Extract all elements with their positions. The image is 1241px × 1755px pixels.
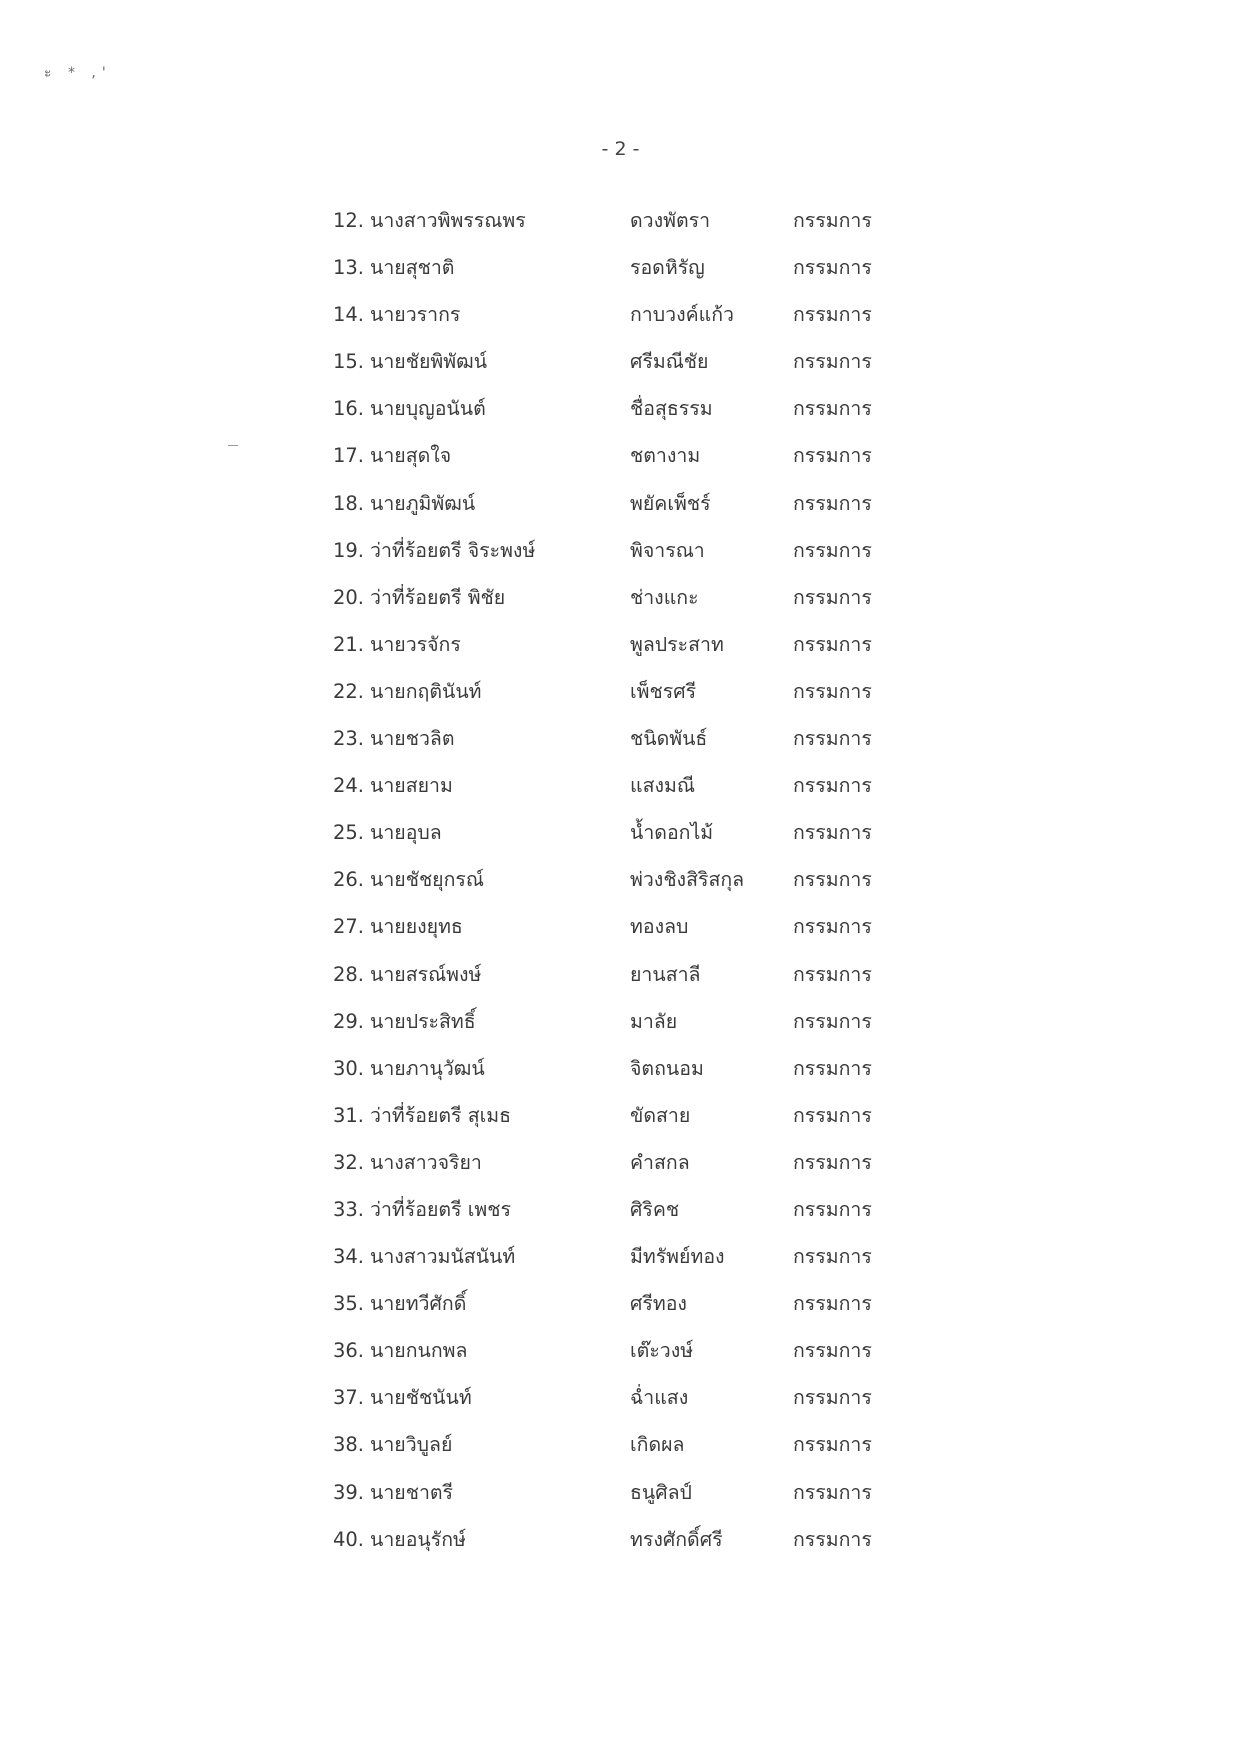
member-surname: เต๊ะวงษ์: [630, 1339, 694, 1363]
member-number: 28.: [332, 962, 364, 986]
member-surname: ศรีมณีชัย: [630, 350, 709, 374]
member-row: [0, 441, 1241, 488]
member-surname: ทองลบ: [630, 915, 689, 939]
member-given-name: ว่าที่ร้อยตรี เพชร: [370, 1197, 511, 1221]
member-given-name: นายชาตรี: [370, 1480, 454, 1504]
member-surname: เกิดผล: [630, 1433, 685, 1457]
member-number: 33.: [332, 1197, 364, 1221]
member-given-name: นายกนกพล: [370, 1339, 468, 1363]
member-given-name: นางสาวมนัสนันท์: [370, 1245, 516, 1269]
member-given-name: นายสุชาติ: [370, 256, 455, 280]
member-surname: น้ำดอกไม้: [630, 821, 714, 845]
page-number: - 2 -: [601, 138, 640, 160]
member-row: [0, 583, 1241, 630]
member-number: 36.: [332, 1339, 364, 1363]
member-surname: ศรีทอง: [630, 1292, 687, 1316]
member-role: กรรมการ: [793, 491, 872, 515]
member-role: กรรมการ: [793, 1386, 872, 1410]
member-role: กรรมการ: [793, 256, 872, 280]
member-role: กรรมการ: [793, 915, 872, 939]
member-given-name: นายสุดใจ: [370, 444, 452, 468]
member-surname: ดวงพัตรา: [630, 209, 711, 232]
member-row: [0, 724, 1241, 771]
member-surname: เพ็ชรศรี: [630, 679, 697, 703]
member-number: 22.: [332, 679, 364, 703]
member-role: กรรมการ: [793, 444, 872, 468]
member-role: กรรมการ: [793, 632, 872, 656]
member-row: [0, 489, 1241, 536]
member-number: 30.: [332, 1056, 364, 1080]
member-role: กรรมการ: [793, 1433, 872, 1457]
member-row: [0, 1478, 1241, 1525]
member-given-name: ว่าที่ร้อยตรี จิระพงษ์: [370, 538, 536, 562]
member-role: กรรมการ: [793, 962, 872, 986]
member-row: [0, 865, 1241, 912]
member-role: กรรมการ: [793, 585, 872, 609]
member-role: กรรมการ: [793, 350, 872, 374]
member-surname: กาบวงค์แก้ว: [630, 303, 734, 327]
member-given-name: นายชัชนันท์: [370, 1386, 472, 1410]
member-number: 38.: [332, 1433, 364, 1457]
member-surname: พิจารณา: [630, 538, 705, 562]
member-given-name: นายทวีศักดิ์: [370, 1292, 467, 1316]
member-role: กรรมการ: [793, 1197, 872, 1221]
member-row: [0, 347, 1241, 394]
member-row: [0, 206, 1241, 253]
member-row: [0, 536, 1241, 583]
member-number: 35.: [332, 1292, 364, 1316]
member-row: [0, 1007, 1241, 1054]
member-role: กรรมการ: [793, 1480, 872, 1504]
member-surname: รอดหิรัญ: [630, 256, 705, 280]
member-given-name: นายสรณ์พงษ์: [370, 962, 482, 986]
member-surname: แสงมณี: [630, 774, 695, 798]
member-surname: ชื่อสุธรรม: [630, 397, 713, 421]
member-row: [0, 630, 1241, 677]
member-role: กรรมการ: [793, 727, 872, 751]
member-surname: ช่างแกะ: [630, 585, 699, 609]
member-row: [0, 1383, 1241, 1430]
member-role: กรรมการ: [793, 397, 872, 421]
member-surname: มาลัย: [630, 1009, 678, 1033]
member-surname: ขัดสาย: [630, 1103, 691, 1127]
member-surname: ยานสาลี: [630, 962, 701, 986]
member-given-name: นายอุบล: [370, 821, 442, 845]
member-number: 26.: [332, 868, 364, 892]
member-number: 32.: [332, 1150, 364, 1174]
member-number: 34.: [332, 1245, 364, 1269]
member-role: กรรมการ: [793, 1056, 872, 1080]
member-row: [0, 394, 1241, 441]
member-surname: ชตางาม: [630, 444, 701, 468]
member-role: กรรมการ: [793, 821, 872, 845]
member-number: 14.: [332, 303, 364, 327]
member-surname: พยัคเพ็ชร์: [630, 491, 711, 515]
member-row: [0, 1525, 1241, 1572]
member-number: 25.: [332, 821, 364, 845]
member-row: [0, 818, 1241, 865]
member-number: 12.: [332, 209, 364, 232]
member-surname: พ่วงชิงสิริสกุล: [630, 868, 745, 892]
member-row: [0, 1242, 1241, 1289]
member-surname: ทรงศักดิ์ศรี: [630, 1527, 723, 1551]
member-given-name: นายภานุวัฒน์: [370, 1056, 485, 1080]
member-role: กรรมการ: [793, 1245, 872, 1269]
member-row: [0, 253, 1241, 300]
member-given-name: ว่าที่ร้อยตรี สุเมธ: [370, 1103, 512, 1127]
member-given-name: นายชัชยุกรณ์: [370, 868, 484, 892]
member-role: กรรมการ: [793, 1103, 872, 1127]
member-given-name: นายยงยุทธ: [370, 915, 463, 939]
member-role: กรรมการ: [793, 774, 872, 798]
member-role: กรรมการ: [793, 209, 872, 232]
member-role: กรรมการ: [793, 1292, 872, 1316]
member-given-name: นายอนุรักษ์: [370, 1527, 466, 1551]
member-number: 37.: [332, 1386, 364, 1410]
member-number: 17.: [332, 444, 364, 468]
member-surname: ชนิดพันธ์: [630, 727, 708, 751]
member-row: [0, 1430, 1241, 1477]
member-surname: ศิริคช: [630, 1197, 680, 1221]
member-surname: จิตถนอม: [630, 1056, 704, 1080]
member-number: 19.: [332, 538, 364, 562]
member-surname: ธนูศิลป์: [630, 1480, 692, 1504]
member-role: กรรมการ: [793, 1009, 872, 1033]
member-row: [0, 1101, 1241, 1148]
member-given-name: นายวิบูลย์: [370, 1433, 453, 1457]
member-row: [0, 300, 1241, 347]
member-number: 29.: [332, 1009, 364, 1033]
member-given-name: ว่าที่ร้อยตรี พิชัย: [370, 585, 506, 609]
member-row: [0, 1054, 1241, 1101]
member-number: 40.: [332, 1527, 364, 1551]
member-row: [0, 677, 1241, 724]
member-given-name: นายวรจักร: [370, 632, 461, 656]
member-row: [0, 771, 1241, 818]
member-surname: พูลประสาท: [630, 632, 724, 656]
member-role: กรรมการ: [793, 1150, 872, 1174]
member-role: กรรมการ: [793, 1339, 872, 1363]
member-surname: คำสกล: [630, 1150, 690, 1174]
member-number: 15.: [332, 350, 364, 374]
member-role: กรรมการ: [793, 303, 872, 327]
member-row: [0, 912, 1241, 959]
member-surname: ฉ่ำแสง: [630, 1386, 689, 1410]
member-given-name: นายสยาม: [370, 774, 453, 798]
member-given-name: นายประสิทธิ์: [370, 1009, 476, 1033]
member-given-name: นายวรากร: [370, 303, 461, 327]
member-number: 27.: [332, 915, 364, 939]
member-number: 18.: [332, 491, 364, 515]
member-number: 16.: [332, 397, 364, 421]
member-given-name: นายกฤตินันท์: [370, 679, 482, 703]
member-role: กรรมการ: [793, 1527, 872, 1551]
member-number: 20.: [332, 585, 364, 609]
member-row: [0, 1195, 1241, 1242]
member-given-name: นางสาวจริยา: [370, 1150, 482, 1174]
member-given-name: นายชวลิต: [370, 727, 455, 751]
committee-member-list: [0, 206, 1241, 1572]
member-row: [0, 960, 1241, 1007]
member-role: กรรมการ: [793, 679, 872, 703]
member-given-name: นางสาวพิพรรณพร: [370, 209, 526, 232]
member-given-name: นายภูมิพัฒน์: [370, 491, 476, 515]
member-surname: มีทรัพย์ทอง: [630, 1245, 725, 1269]
corner-scan-mark: ะ * ,': [44, 65, 112, 81]
member-number: 13.: [332, 256, 364, 280]
member-number: 24.: [332, 774, 364, 798]
member-given-name: นายชัยพิพัฒน์: [370, 350, 488, 374]
member-number: 21.: [332, 632, 364, 656]
member-row: [0, 1336, 1241, 1383]
member-number: 23.: [332, 727, 364, 751]
member-number: 31.: [332, 1103, 364, 1127]
member-number: 39.: [332, 1480, 364, 1504]
member-row: [0, 1289, 1241, 1336]
member-row: [0, 1148, 1241, 1195]
member-role: กรรมการ: [793, 868, 872, 892]
member-role: กรรมการ: [793, 538, 872, 562]
member-given-name: นายบุญอนันต์: [370, 397, 486, 421]
